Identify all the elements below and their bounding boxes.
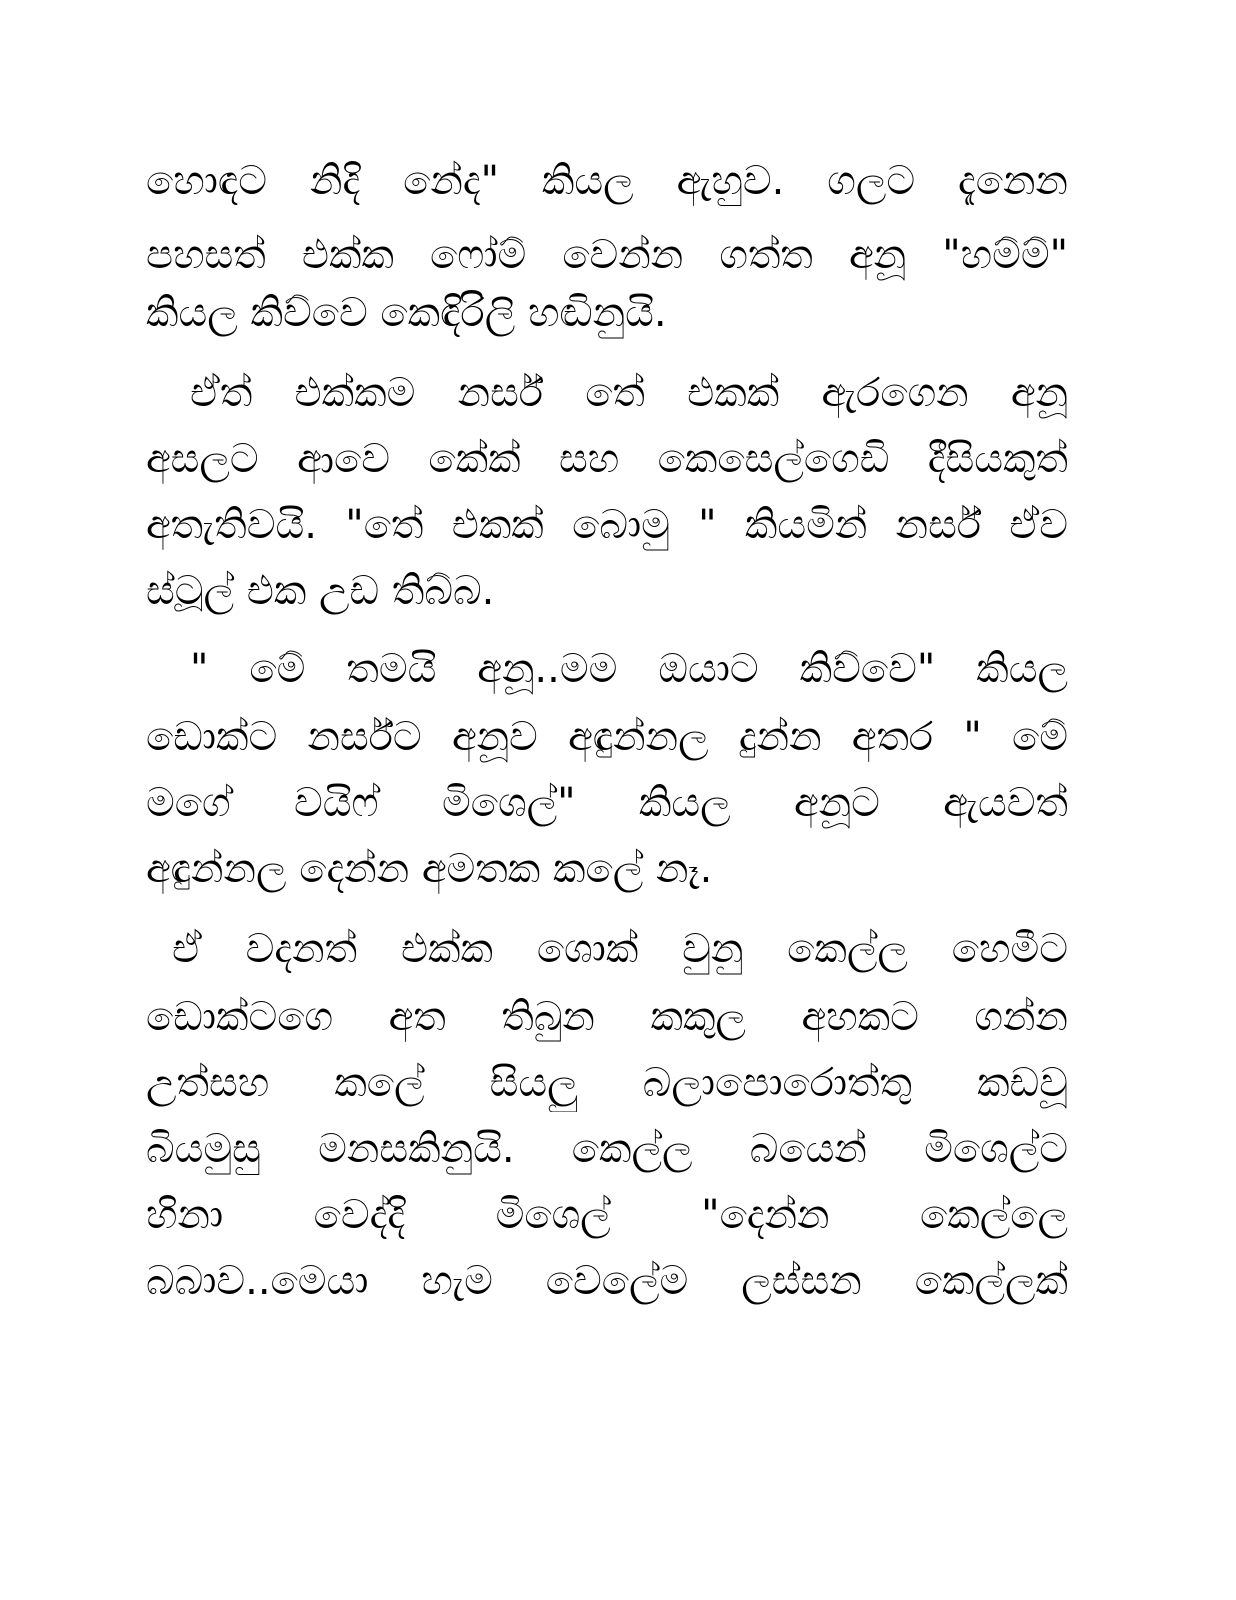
text-line: ඒ වදනත් එක්ක ශොක් වුනු කෙල්ල හෙමීට <box>172 926 1068 972</box>
text-line: අසලට ආවෙ කේක් සහ කෙසෙල්ගෙඩි දීසියකුත් <box>146 436 1068 482</box>
text-line: " මේ තමයි අනූ..මම ඔයාට කිව්වෙ" කියල <box>190 646 1068 692</box>
text-line: බබාව..මෙයා හැම වෙලේම ලස්සන කෙල්ලක් <box>146 1258 1068 1304</box>
text-line: හිනා වෙද්දි මිශෙල් "දෙන්න කෙල්ලෙ <box>146 1192 1068 1238</box>
text-line: උත්සහ කලේ සියලු බලාපොරොත්තු කඩවූ <box>146 1060 1068 1106</box>
text-line: ඩොක්ටගෙ අත තිබුන කකුල අහකට ගන්න <box>146 994 1068 1040</box>
text-line: ඩොක්ට නර්ස්ට අනූව අඳුන්නල දුන්න අතර " මේ <box>146 714 1068 760</box>
text-line: අඳුන්නල දෙන්න අමතක කලේ නෑ. <box>146 846 713 892</box>
text-line: කියල කිව්වෙ කෙඳිරිලි හඬිනුයි. <box>146 290 667 336</box>
text-line: අතැතිවයි. "තේ එකක් බොමු " කියමින් නර්ස් ඒව <box>146 502 1068 548</box>
text-line: ඒත් එක්කම නර්ස් තේ එකක් ඇරගෙන අනූ <box>190 370 1068 416</box>
text-line: පහසත් එක්ක ෆෝම් වෙන්න ගත්ත අනූ "හම්ම්" <box>146 232 1068 278</box>
text-line: හොඳට නිදි නේද" කියල ඇහුව. ගලට දැනෙන <box>146 158 1068 204</box>
text-line: ස්ටූල් එක උඩ තිබ්බ. <box>146 568 495 614</box>
text-line: බියමුසු මනසකිනුයි. කෙල්ල බයෙන් මිශෙල්ට <box>146 1126 1068 1172</box>
text-line: මගේ වයිෆ් මිශෙල්" කියල අනූට ඇයවත් <box>146 780 1068 826</box>
